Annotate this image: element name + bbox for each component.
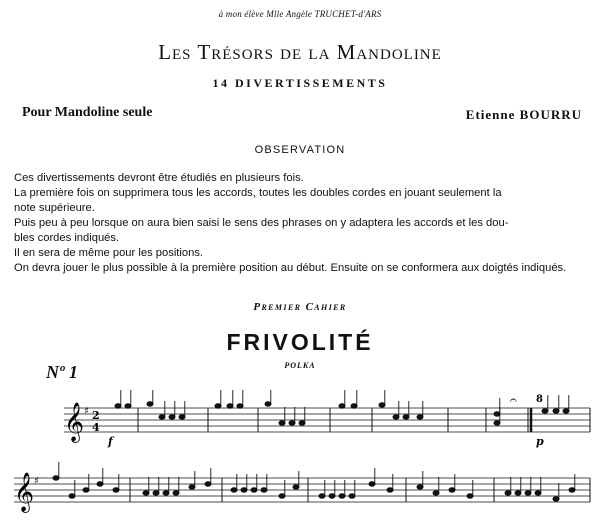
- notehead: [241, 488, 247, 492]
- music-staff-2: [0, 454, 600, 524]
- notehead: [143, 491, 149, 495]
- notehead: [173, 491, 179, 495]
- notehead: [169, 415, 175, 419]
- key-sharp-icon: ♯: [34, 476, 39, 487]
- notehead: [433, 491, 439, 495]
- notehead: [339, 404, 345, 408]
- collection-subtitle: 14 DIVERTISSEMENTS: [212, 76, 388, 90]
- notehead: [494, 412, 500, 416]
- treble-clef-icon: 𝄞: [64, 402, 85, 442]
- notehead: [265, 402, 271, 406]
- notehead: [147, 402, 153, 406]
- notehead: [542, 409, 548, 413]
- piece-number: Nº 1: [46, 362, 78, 382]
- fingering-number: 8: [536, 394, 543, 405]
- notehead: [215, 404, 221, 408]
- notehead: [417, 415, 423, 419]
- notehead: [97, 482, 103, 486]
- dynamic-piano: p: [536, 435, 544, 448]
- notehead: [351, 404, 357, 408]
- notehead: [153, 491, 159, 495]
- time-signature-top: 2: [92, 409, 100, 422]
- notehead: [553, 409, 559, 413]
- notehead: [467, 494, 473, 498]
- notehead: [494, 421, 500, 425]
- notehead: [553, 497, 559, 501]
- notehead: [319, 494, 325, 498]
- observation-line: bles cordes indiqués.: [14, 232, 120, 244]
- piece-subtitle: POLKA: [284, 361, 316, 370]
- notehead: [189, 485, 195, 489]
- notehead: [349, 494, 355, 498]
- observation-line: note supérieure.: [14, 202, 95, 214]
- observation-heading: OBSERVATION: [254, 144, 346, 156]
- notehead: [535, 491, 541, 495]
- dedication: à mon élève Mlle Angèle TRUCHET-d'ARS: [218, 9, 382, 19]
- notehead: [339, 494, 345, 498]
- dynamic-forte: f: [108, 435, 113, 448]
- notehead: [449, 488, 455, 492]
- notehead: [83, 488, 89, 492]
- notehead: [251, 488, 257, 492]
- fermata-icon: 𝄐: [510, 393, 517, 407]
- notehead: [563, 409, 569, 413]
- notehead: [379, 403, 385, 407]
- observation-line: Puis peu à peu lorsque on aura bien saisi le sens des phrases on y adaptera les accords et les dou-: [14, 217, 509, 229]
- notehead: [393, 415, 399, 419]
- notehead: [227, 404, 233, 408]
- time-signature-bottom: 4: [92, 421, 100, 434]
- observation-line: La première fois on supprimera tous les accords, toutes les doubles cordes en jouant seulement la: [14, 187, 502, 199]
- piece-title: FRIVOLITÉ: [226, 329, 374, 355]
- notehead: [387, 488, 393, 492]
- observation-line: Ces divertissements devront être étudiés en plusieurs fois.: [14, 172, 304, 184]
- key-sharp-icon: ♯: [84, 406, 89, 417]
- notehead: [293, 485, 299, 489]
- notehead: [525, 491, 531, 495]
- notehead: [299, 421, 305, 425]
- notehead: [329, 494, 335, 498]
- notehead: [113, 488, 119, 492]
- notehead: [163, 491, 169, 495]
- notehead: [159, 415, 165, 419]
- observation-line: On devra jouer le plus possible à la première position au début. Ensuite on se conformera aux doigtés indiqués.: [14, 262, 567, 274]
- notehead: [69, 494, 75, 498]
- notehead: [505, 491, 511, 495]
- treble-clef-icon: 𝄞: [14, 472, 35, 512]
- notehead: [417, 485, 423, 489]
- notehead: [369, 482, 375, 486]
- composer: Etienne BOURRU: [465, 107, 582, 122]
- notehead: [179, 415, 185, 419]
- notehead: [237, 404, 243, 408]
- notehead: [279, 421, 285, 425]
- notehead: [279, 494, 285, 498]
- observation-text: [14, 171, 598, 276]
- notehead: [231, 488, 237, 492]
- notehead: [205, 482, 211, 486]
- notehead: [115, 404, 121, 408]
- notehead: [569, 488, 575, 492]
- notehead: [125, 404, 131, 408]
- notehead: [261, 488, 267, 492]
- observation-line: Il en sera de même pour les positions.: [14, 247, 204, 259]
- notehead: [289, 421, 295, 425]
- notehead: [53, 476, 59, 480]
- cahier-heading: Premier Cahier: [253, 301, 347, 313]
- notehead: [403, 415, 409, 419]
- notehead: [515, 491, 521, 495]
- collection-title: Les Trésors de la Mandoline: [158, 40, 442, 64]
- instrumentation: Pour Mandoline seule: [22, 105, 153, 120]
